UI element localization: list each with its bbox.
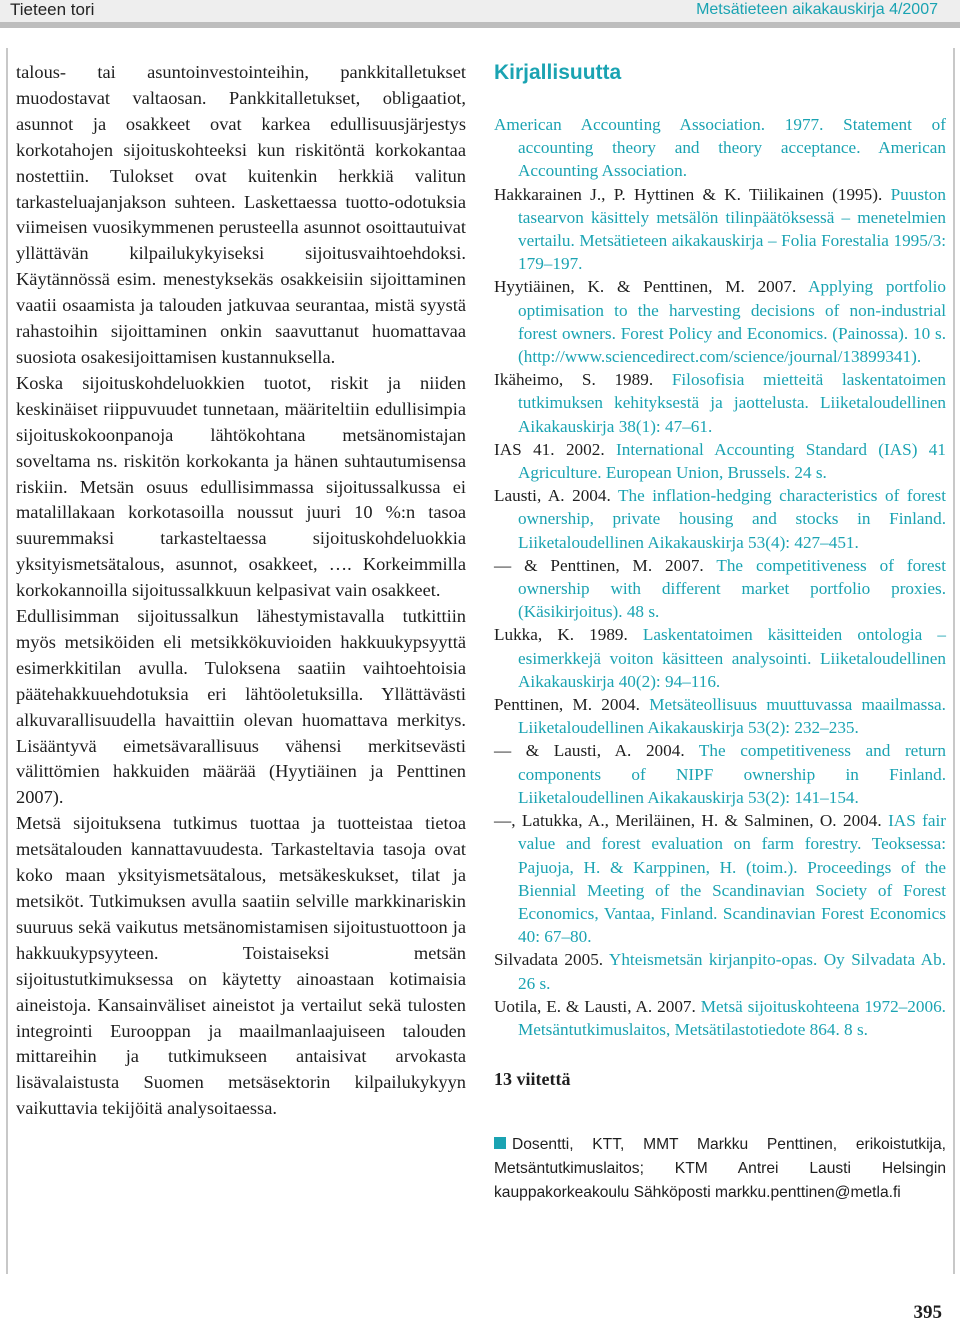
reference-author: — & Lausti, A. 2004. (494, 741, 685, 761)
reference-author: —, Latukka, A., Meriläinen, H. & Salminen, O. 2004. (494, 811, 882, 831)
left-margin-rule (6, 48, 8, 1274)
reference-author: — & Penttinen, M. 2007. (494, 555, 704, 575)
reference-text: Filosofisia mietteitä laskentatoimen tutkimuksen kehityksestä ja jaottelusta. Liiketaloudellinen Aikakauskirja 38(1): 47–61. (518, 370, 946, 436)
journal-title: Metsätieteen aikakauskirja 4/2007 (696, 1, 938, 18)
reference-text: Laskentatoimen käsitteiden ontologia – esimerkkejä voiton käsitteen analysointi. Liiketaloudellinen Aikakauskirja 40(2): 94–116. (518, 625, 946, 691)
reference-author: Hakkarainen J., P. Hyttinen & K. Tiilikainen (1995). (494, 184, 883, 204)
body-paragraph: Edullisimman sijoitussalkun lähestymistavalla tutkittiin myös metsiköiden eli metsikkökuvioiden hakkuukypsyyttä esimerkkitilan avulla. Tuloksena saatiin vaihtoehtoisia päätehakkuuehdotuksia eri lähtöoletuksilla. Yllättävästi alkuvarallisuudella havaittiin olevan huomattava merkitys. Lisääntyvä eimetsävarallisuus vähensi merkitsevästi välittömien hakkuiden määrää (Hyytiäinen ja Penttinen 2007). (16, 606, 466, 808)
reference-author: IAS 41. 2002. (494, 439, 605, 459)
reference-item (494, 368, 946, 438)
page-header (0, 0, 960, 34)
reference-item (494, 484, 946, 554)
reference-item (494, 438, 946, 484)
reference-text: Yhteismetsän kirjanpito-opas. Oy Silvadata Ab. 26 s. (518, 950, 946, 993)
reference-text: International Accounting Standard (IAS) 41 Agriculture. European Union, Brussels. 24 s. (518, 439, 946, 483)
body-column (16, 60, 466, 1122)
body-paragraph: Metsä sijoituksena tutkimus tuottaa ja tuotteistaa tietoa metsätalouden kannattavuudesta. Tarkasteltavia tasoja ovat koko maan yksityismetsätalous, metsäkeskukset, tilat ja metsiköt. Tutkimuksen avulla saatiin selville markkinariskin suuruus sekä vaikutus metsänomistamisen sijoitustuottoon ja hakkuukypsyyteen. Toistaiseksi metsän sijoitustutkimuksessa on käytetty ainoastaan kotimaisia aineistoja. Kansainväliset aineistot ja vertailut sekä tulosten integrointi Eurooppan ja maailmanlaajuiseen talouden mittareihin ja tutkimukseen antaisivat arvokasta lisävalaistusta Suomen metsäsektorin kilpailukykyyn vaikuttavia tekijöitä analysoitaessa. (16, 813, 466, 1119)
reference-item (494, 275, 946, 368)
reference-author: Penttinen, M. 2004. (494, 695, 640, 715)
reference-count: 13 viitettä (494, 1069, 571, 1090)
square-bullet-icon (494, 1137, 506, 1149)
reference-item (494, 739, 946, 809)
author-info-text: Dosentti, KTT, MMT Markku Penttinen, erikoistutkija, Metsäntutkimuslaitos; KTM Antrei Lausti Helsingin kauppakorkeakoulu Sähköposti markku.penttinen@metla.fi (494, 1136, 946, 1202)
page-number: 395 (913, 1302, 942, 1323)
reference-text: The competitiveness of forest ownership with different market portfolio proxies. (Käsikirjoitus). 48 s. (518, 555, 946, 622)
section-title: Tieteen tori (10, 0, 95, 19)
reference-text: Metsä sijoituskohteena 1972–2006. Metsäntutkimuslaitos, Metsätilastotiedote 864. 8 s. (518, 996, 946, 1039)
references-heading: Kirjallisuutta (494, 61, 622, 84)
header-rule (0, 22, 960, 28)
reference-list (494, 113, 946, 1041)
body-paragraph: Koska sijoituskohdeluokkien tuotot, riskit ja niiden keskinäiset riippuvuudet tunnetaan, määriteltiin edullisimpia sijoituskokoonpanoja lähtökohtana metsänomistajan soveltama ns. riskitön korkokanta ja hänen suhtautumisensa riskiin. Metsän osuus edullisimmassa sijoitussalkussa ei matalillakaan korkotasoilla noussut juuri 10 %:n tasoa suuremmaksi tarkasteltaessa sijoituskohdeluokkia yksityismetsätalous, asunnot, osakkeet, …. Korkeimmilla korkokannoilla sijoitussalkkuun kelpasivat vain osakkeet. (16, 372, 466, 601)
reference-text: Puuston tasearvon käsittely metsälön tilinpäätöksessä – menetelmien vertailu. Metsätieteen aikakauskirja – Folia Forestalia 1995/3: 179–197. (518, 184, 946, 274)
reference-text: IAS fair value and forest evaluation on farm forestry. Teoksessa: Pajuoja, H. & Karppinen, H. (toim.). Proceedings of the Biennial Meeting of the Scandinavian Society of Forest Economics, Vantaa, Finland. Scandinavian Forest Economics 40: 67–80. (518, 811, 946, 947)
reference-item (494, 995, 946, 1041)
reference-author: Ikäheimo, S. 1989. (494, 370, 654, 390)
reference-author: Lukka, K. 1989. (494, 625, 628, 645)
reference-text: Applying portfolio optimisation to the harvesting decisions of non-industrial forest owners. Forest Policy and Economics. (Painossa). 10 s. (http://www.sciencedirect.com/science/journal/13899341). (518, 277, 946, 367)
reference-text: American Accounting Association. 1977. Statement of accounting theory and theory acceptance. American Accounting Association. (494, 115, 946, 181)
reference-item (494, 948, 946, 994)
reference-item (494, 183, 946, 276)
reference-text: Metsäteollisuus muuttuvassa maailmassa. Liiketaloudellinen Aikakauskirja 53(2): 232–235. (518, 695, 946, 738)
reference-item (494, 809, 946, 948)
reference-text: The competitiveness and return components of NIPF ownership in Finland. Liiketaloudellinen Aikakauskirja 53(2): 141–154. (518, 741, 946, 807)
body-paragraph: talous- tai asuntoinvestointeihin, pankkitalletukset muodostavat valtaosan. Pankkitalletukset, obligaatiot, asunnot ja osakkeet ovat karkea edullisuusjärjestys korkotahojen sijoituskohteeksi kun riskitöntä korkokantaa nostettiin. Tulokset ovat kuitenkin herkkiä valitun tarkasteluajanjakson suhteen. Laskettaessa tuotto-odotuksia viimeisen vuosikymmenen perusteella asunnot osoittautuivat yllättävän kilpailukykyiseksi sijoitusvaihtoehdoksi. Käytännössä esim. menestyksekäs osakkeisiin sijoittaminen vaatii osaamista ja talouden jatkuvaa seurantaa, mistä syystä rahastoihin sijoittaminen onkin saavuttanut huomattavaa suosiota osakesijoittamisen kustannuksella. (16, 62, 466, 367)
reference-author: Silvadata 2005. (494, 950, 604, 970)
author-info (494, 1133, 946, 1205)
right-margin-rule (953, 48, 955, 1274)
reference-author: Uotila, E. & Lausti, A. 2007. (494, 996, 696, 1016)
reference-item (494, 113, 946, 183)
reference-text: The inflation-hedging characteristics of forest ownership, private housing and stocks in Finland. Liiketaloudellinen Aikakauskirja 53(4): 427–451. (518, 486, 946, 552)
reference-item (494, 693, 946, 739)
references-column (494, 60, 946, 1205)
reference-author: Lausti, A. 2004. (494, 486, 611, 506)
reference-item (494, 623, 946, 693)
reference-item (494, 554, 946, 624)
reference-author: Hyytiäinen, K. & Penttinen, M. 2007. (494, 277, 797, 297)
